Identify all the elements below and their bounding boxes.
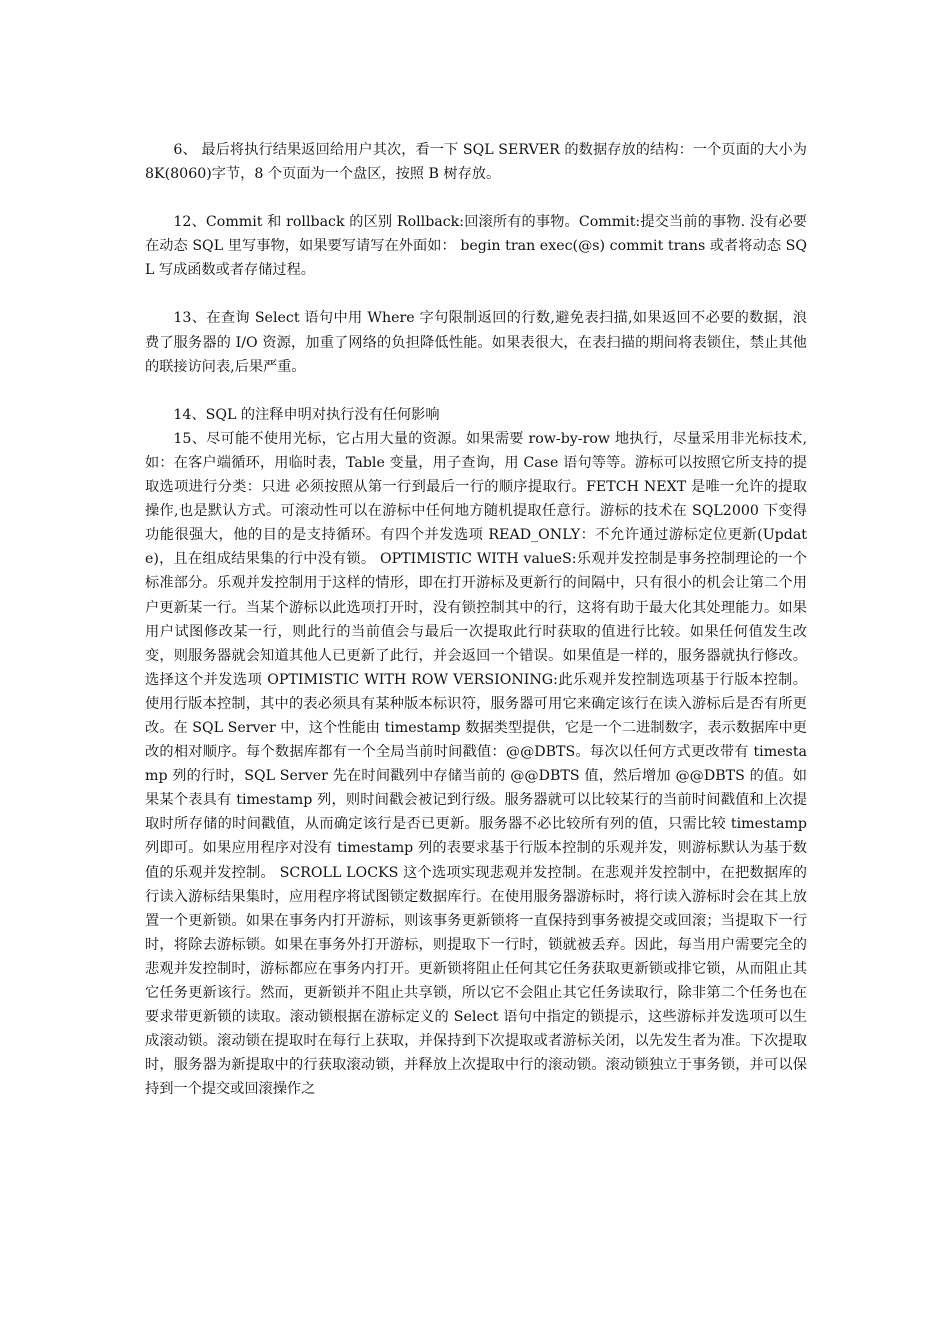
paragraph-14: 14、SQL 的注释申明对执行没有任何影响: [173, 406, 440, 423]
paragraph-13: 13、在查询 Select 语句中用 Where 字句限制返回的行数,避免表扫描,如果返回不必要的数据，浪费了服务器的 I/O 资源，加重了网络的负担降低性能。如果表很大，在表扫描的期间将表锁住，禁止其他的联接访问表,后果严重。: [145, 310, 807, 375]
paragraph-6: 6、 最后将执行结果返回给用户其次，看一下 SQL SERVER 的数据存放的结构：一个页面的大小为 8K(8060)字节，8 个页面为一个盘区，按照 B 树存放。: [145, 142, 807, 183]
paragraph-gap: [145, 282, 807, 306]
paragraph-gap: [145, 379, 807, 403]
paragraph-15: 15、尽可能不使用光标，它占用大量的资源。如果需要 row-by-row 地执行，尽量采用非光标技术,如：在客户端循环，用临时表，Table 变量，用子查询，用 Case 语句等等。游标可以按照它所支持的提取选项进行分类：只进 必须按照从第一行到最后一行的顺序提取行。FETCH NEXT 是唯一允许的提取操作,也是默认方式。可滚动性可以在游标中任何地方随机提取任意行。游标的技术在 SQL2000 下变得功能很强大，他的目的是支持循环。有四个并发选项 READ_ONLY：不允许通过游标定位更新(Update)，且在组成结果集的行中没有锁。 OPTIMISTIC WITH valueS:乐观并发控制是事务控制理论的一个标准部分。乐观并发控制用于这样的情形，即在打开游标及更新行的间隔中，只有很小的机会让第二个用户更新某一行。当某个游标以此选项打开时，没有锁控制其中的行，这将有助于最大化其处理能力。如果用户试图修改某一行，则此行的当前值会与最后一次提取此行时获取的值进行比较。如果任何值发生改变，则服务器就会知道其他人已更新了此行，并会返回一个错误。如果值是一样的，服务器就执行修改。选择这个并发选项 OPTIMISTIC WITH ROW VERSIONING:此乐观并发控制选项基于行版本控制。使用行版本控制，其中的表必须具有某种版本标识符，服务器可用它来确定该行在读入游标后是否有所更改。在 SQL Server 中，这个性能由 timestamp 数据类型提供，它是一个二进制数字，表示数据库中更改的相对顺序。每个数据库都有一个全局当前时间戳值：@@DBTS。每次以任何方式更改带有 timestamp 列的行时，SQL Server 先在时间戳列中存储当前的 @@DBTS 值，然后增加 @@DBTS 的值。如果某个表具有 timestamp 列，则时间戳会被记到行级。服务器就可以比较某行的当前时间戳值和上次提取时所存储的时间戳值，从而确定该行是否已更新。服务器不必比较所有列的值，只需比较 timestamp 列即可。如果应用程序对没有 timestamp 列的表要求基于行版本控制的乐观并发，则游标默认为基于数值的乐观并发控制。 SCROLL LOCKS 这个选项实现悲观并发控制。在悲观并发控制中，在把数据库的行读入游标结果集时，应用程序将试图锁定数据库行。在使用服务器游标时，将行读入游标时会在其上放置一个更新锁。如果在事务内打开游标，则该事务更新锁将一直保持到事务被提交或回滚；当提取下一行时，将除去游标锁。如果在事务外打开游标，则提取下一行时，锁就被丢弃。因此，每当用户需要完全的悲观并发控制时，游标都应在事务内打开。更新锁将阻止任何其它任务获取更新锁或排它锁，从而阻止其它任务更新该行。然而，更新锁并不阻止共享锁，所以它不会阻止其它任务读取行，除非第二个任务也在要求带更新锁的读取。滚动锁根据在游标定义的 Select 语句中指定的锁提示，这些游标并发选项可以生成滚动锁。滚动锁在提取时在每行上获取，并保持到下次提取或者游标关闭，以先发生者为准。下次提取时，服务器为新提取中的行获取滚动锁，并释放上次提取中行的滚动锁。滚动锁独立于事务锁，并可以保持到一个提交或回滚操作之: [145, 430, 807, 1098]
paragraph-12: 12、Commit 和 rollback 的区别 Rollback:回滚所有的事物。Commit:提交当前的事物. 没有必要在动态 SQL 里写事物，如果要写请写在外面如： begin tran exec(@s) commit trans 或者将动态 SQL 写成函数或者存储过程。: [145, 214, 807, 279]
paragraph-gap: [145, 186, 807, 210]
document-page: [145, 138, 807, 1101]
